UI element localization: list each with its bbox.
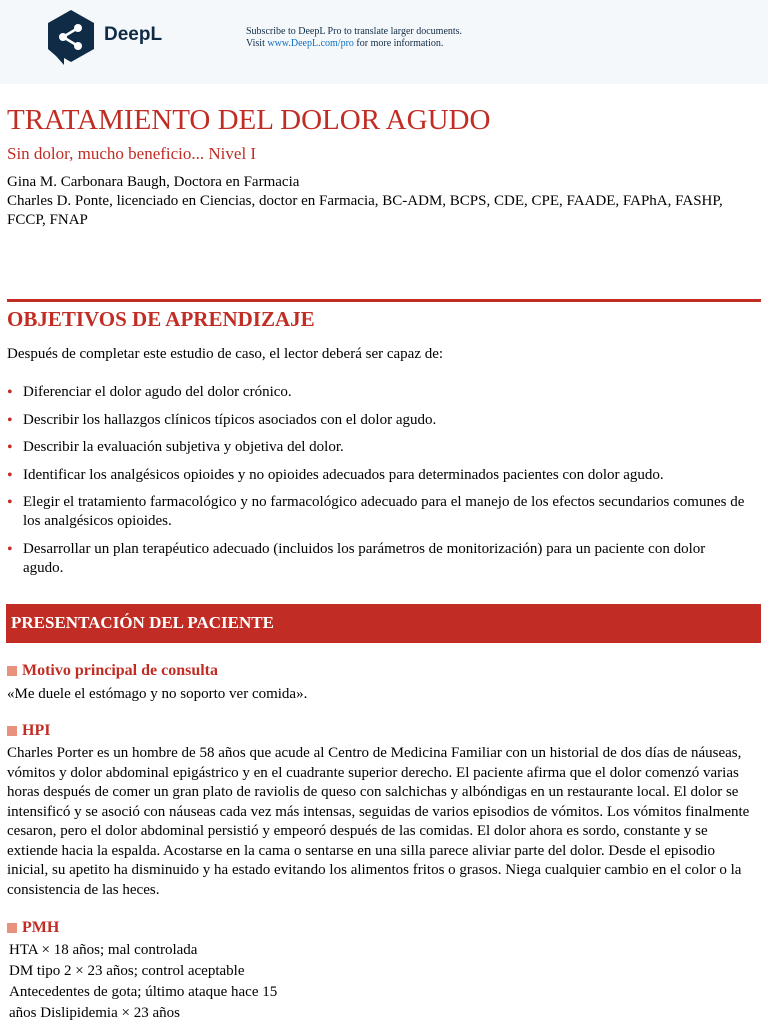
promo-text <box>246 26 462 50</box>
pmh-line: Antecedentes de gota; último ataque hace 15 <box>9 984 278 1000</box>
patient-presentation-heading: PRESENTACIÓN DEL PACIENTE <box>11 613 274 632</box>
brand-name: DeepL <box>104 24 163 45</box>
promo-suffix: for more information. <box>353 38 444 49</box>
promo-line-2 <box>246 38 462 50</box>
objectives-list <box>7 383 747 586</box>
objective-item: • Describir los hallazgos clínicos típicos asociados con el dolor agudo. <box>7 411 747 430</box>
objectives-intro: Después de completar este estudio de caso, el lector deberá ser capaz de: <box>7 346 444 362</box>
promo-prefix: Visit <box>246 38 268 49</box>
chief-complaint-heading <box>7 662 218 680</box>
pmh-heading <box>7 919 59 937</box>
square-bullet-icon <box>7 923 17 933</box>
hpi-text: Charles Porter es un hombre de 58 años que acude al Centro de Medicina Familiar con un historial de dos días de náuseas, vómitos y dolor abdominal epigástrico y en el cuadrante superior derecho. El paciente afirma que el dolor comenzó varias horas después de comer un gran plato de raviolis de queso con salchichas y albóndigas en un restaurante local. El dolor se intensificó y se asoció con náuseas cada vez más intensas, seguidas de varios episodios de vómitos. Los vómitos finalmente cesaron, pero el dolor abdominal persistió y empeoró después de las comidas. El dolor ahora es sordo, constante y se extiende hacia la espalda. Acostarse en la cama o sentarse en una silla parece aliviar parte del dolor. Desde el episodio inicial, su apetito ha disminuido y ha estado evitando los alimentos fritos o grasos. Niega cualquier cambio en el color o la consistencia de las heces. <box>7 745 750 898</box>
document-subtitle: Sin dolor, mucho beneficio... Nivel I <box>7 144 257 163</box>
pmh-line: DM tipo 2 × 23 años; control aceptable <box>9 963 245 979</box>
author-1: Gina M. Carbonara Baugh, Doctora en Farmacia <box>7 174 300 190</box>
pmh-line: HTA × 18 años; mal controlada <box>9 942 198 958</box>
patient-presentation-bar <box>6 604 761 643</box>
section-divider <box>7 299 761 302</box>
objective-item: • Elegir el tratamiento farmacológico y no farmacológico adecuado para el manejo de los efectos secundarios comunes de los analgésicos opioides. <box>7 493 747 531</box>
objective-item: • Diferenciar el dolor agudo del dolor crónico. <box>7 383 747 402</box>
pmh-label: PMH <box>22 919 60 936</box>
hpi-label: HPI <box>22 722 51 739</box>
author-2: Charles D. Ponte, licenciado en Ciencias, doctor en Farmacia, BC-ADM, BCPS, CDE, CPE, FAADE, FAPhA, FASHP, FCCP, FNAP <box>7 193 723 228</box>
hpi-heading <box>7 722 50 740</box>
square-bullet-icon <box>7 666 17 676</box>
deepl-banner <box>0 0 768 84</box>
authors <box>7 173 747 230</box>
deepl-logo-icon[interactable] <box>46 9 96 65</box>
document-title: TRATAMIENTO DEL DOLOR AGUDO <box>7 104 491 136</box>
objective-item: • Identificar los analgésicos opioides y no opioides adecuados para determinados pacientes con dolor agudo. <box>7 466 747 485</box>
objectives-heading: OBJETIVOS DE APRENDIZAJE <box>7 307 315 331</box>
objective-item: • Desarrollar un plan terapéutico adecuado (incluidos los parámetros de monitorización) para un paciente con dolor agudo. <box>7 540 747 578</box>
chief-complaint-text: «Me duele el estómago y no soporto ver comida». <box>7 686 308 702</box>
objective-item: • Describir la evaluación subjetiva y objetiva del dolor. <box>7 438 747 457</box>
deepl-pro-link[interactable]: www.DeepL.com/pro <box>267 38 354 49</box>
pmh-list <box>9 940 509 1024</box>
chief-complaint-label: Motivo principal de consulta <box>22 662 219 679</box>
square-bullet-icon <box>7 726 17 736</box>
pmh-line: años Dislipidemia × 23 años <box>9 1005 180 1021</box>
promo-line-1: Subscribe to DeepL Pro to translate larger documents. <box>246 26 463 37</box>
